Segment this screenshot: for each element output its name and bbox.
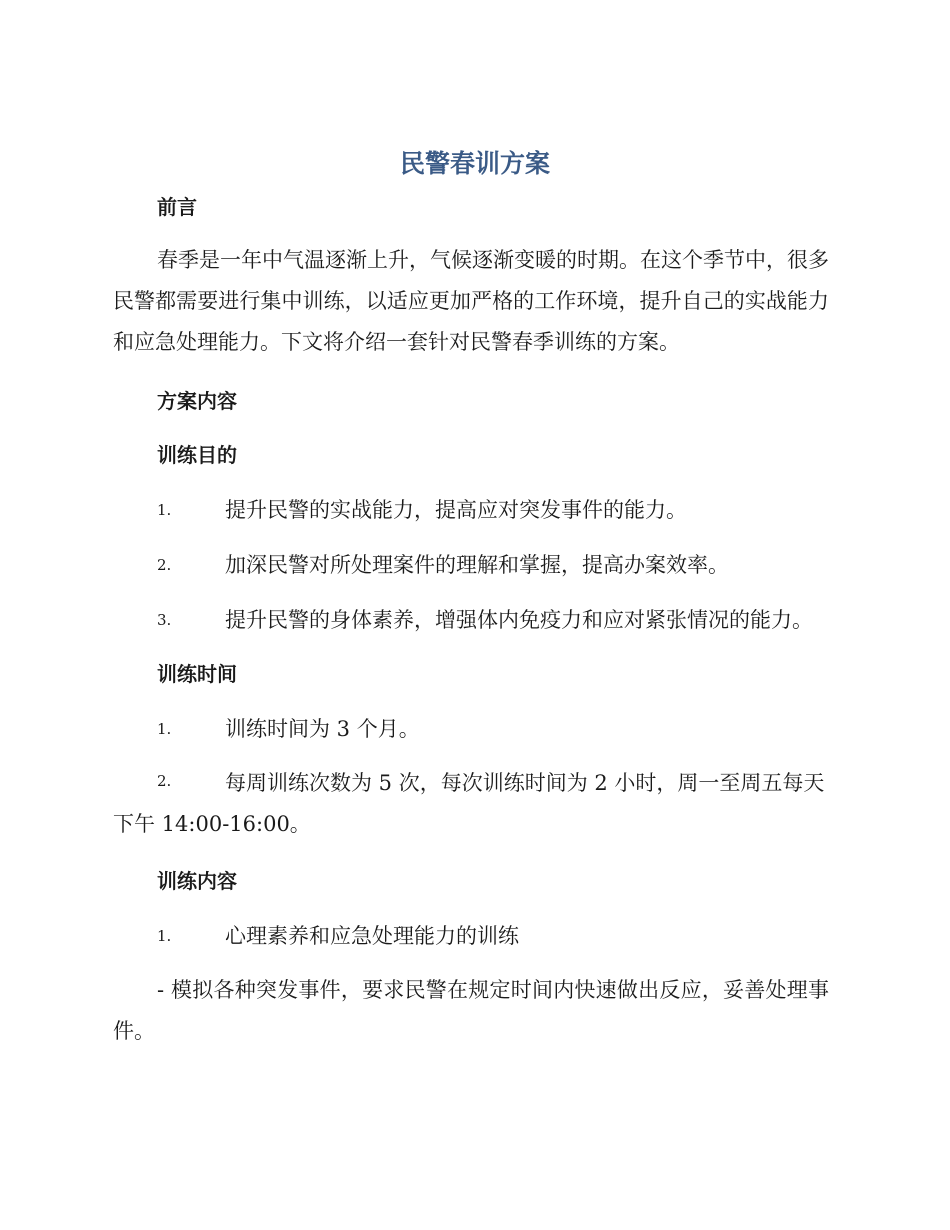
list-item [157,921,837,951]
list-number: 2. [157,772,172,790]
preface-paragraph: 春季是一年中气温逐渐上升，气候逐渐变暖的时期。在这个季节中，很多民警都需要进行集中训练，以适应更加严格的工作环境，提升自己的实战能力和应急处理能力。下文将介绍一套针对民警春季训练的方案。 [113,248,829,354]
list-item [113,763,829,845]
heading-goal: 训练目的 [157,443,237,467]
list-text: 心理素养和应急处理能力的训练 [225,924,519,948]
list-text: 提升民警的实战能力，提高应对突发事件的能力。 [225,498,687,522]
list-number: 1. [157,720,172,738]
heading-time: 训练时间 [157,662,237,686]
list-number: 2. [157,556,172,574]
list-number: 3. [157,611,172,629]
list-number: 1. [157,501,172,519]
heading-training: 训练内容 [157,869,237,893]
page-title: 民警春训方案 [399,149,550,178]
heading-preface: 前言 [157,195,197,219]
heading-content: 方案内容 [157,389,237,413]
list-text: 提升民警的身体素养，增强体内免疫力和应对紧张情况的能力。 [225,608,813,632]
list-item [157,550,837,580]
list-item [157,495,837,525]
list-text: 训练时间为 3 个月。 [225,717,420,741]
list-text-continued: 下午 14:00-16:00。 [113,812,311,836]
list-text: 加深民警对所处理案件的理解和掌握，提高办案效率。 [225,553,729,577]
training-note-paragraph: - 模拟各种突发事件，要求民警在规定时间内快速做出反应，妥善处理事件。 [113,978,829,1043]
list-item [157,605,837,635]
list-item [157,714,837,744]
list-text: 每周训练次数为 5 次，每次训练时间为 2 小时，周一至周五每天 [225,771,825,795]
list-number: 1. [157,927,172,945]
